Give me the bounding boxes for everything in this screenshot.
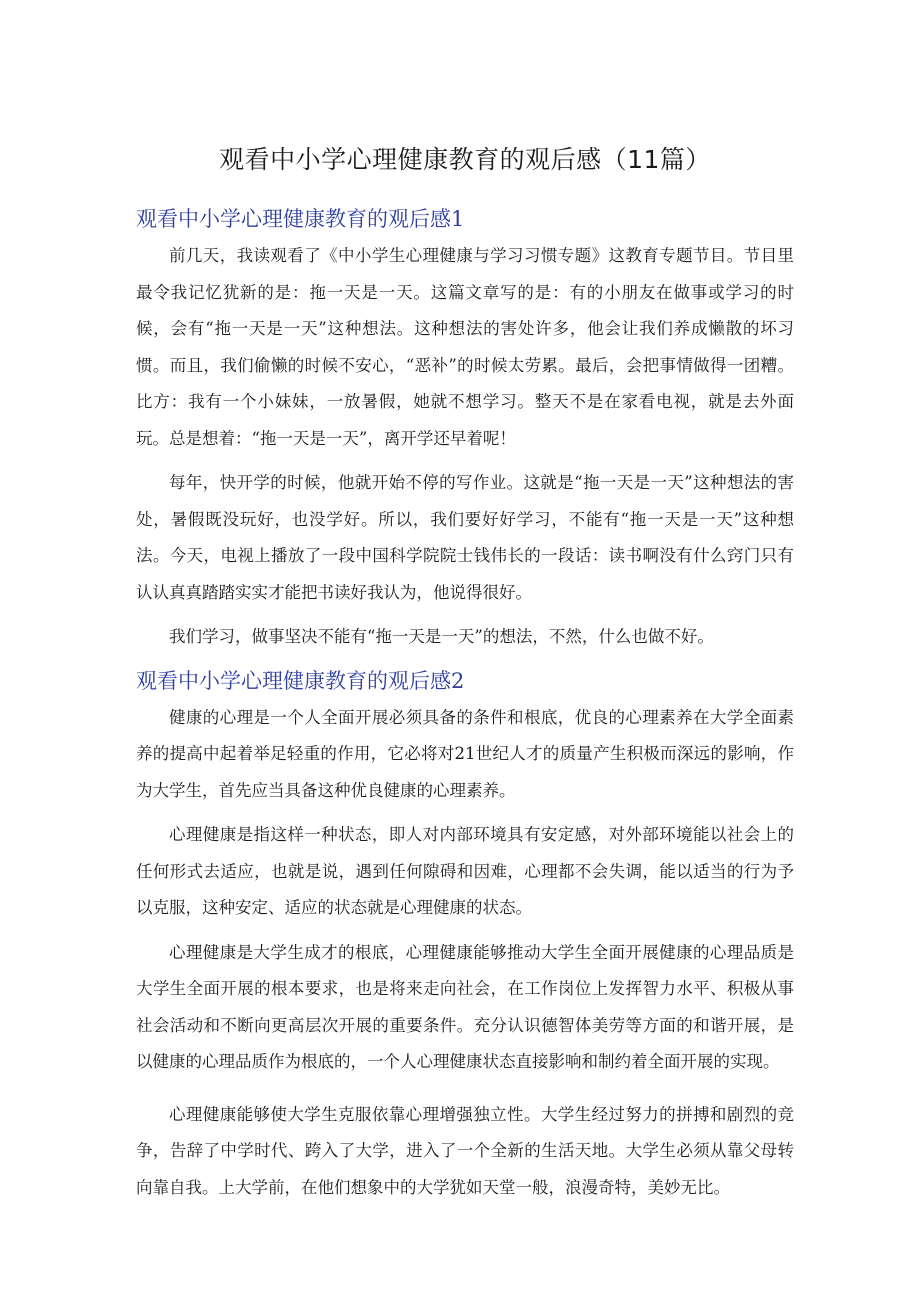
paragraph: 心理健康是大学生成才的根底，心理健康能够推动大学生全面开展健康的心理品质是大学生全面开展的根本要求，也是将来走向社会，在工作岗位上发挥智力水平、积极从事社会活动和不断向更高层次开展的重要条件。充分认识德智体美劳等方面的和谐开展，是以健康的心理品质作为根底的，一个人心理健康状态直接影响和制约着全面开展的实现。 [136, 942, 794, 1071]
paragraph: 心理健康是指这样一种状态，即人对内部环境具有安定感，对外部环境能以社会上的任何形式去适应，也就是说，遇到任何隙碍和因难，心理都不会失调，能以适当的行为予以克服，这种安定、适应的状态就是心理健康的状态。 [136, 825, 794, 917]
section-heading: 观看中小学心理健康教育的观后感1 [136, 207, 465, 231]
paragraph: 前几天，我读观看了《中小学生心理健康与学习习惯专题》这教育专题节目。节目里最令我记忆犹新的是：拖一天是一天。这篇文章写的是：有的小朋友在做事或学习的时候，会有“拖一天是一天”这种想法。这种想法的害处许多，他会让我们养成懒散的坏习惯。而且，我们偷懒的时候不安心，“恶补”的时候太劳累。最后，会把事情做得一团糟。比方：我有一个小妹妹，一放暑假，她就不想学习。整天不是在家看电视，就是去外面玩。总是想着：“拖一天是一天”，离开学还早着呢！ [136, 246, 794, 448]
document-body [136, 140, 794, 1214]
section-heading: 观看中小学心理健康教育的观后感2 [136, 668, 465, 693]
paragraph: 心理健康能够使大学生克服依靠心理增强独立性。大学生经过努力的拼搏和剧烈的竞争，告辞了中学时代、跨入了大学，进入了一个全新的生活天地。大学生必须从靠父母转向靠自我。上大学前，在他们想象中的大学犹如天堂一般，浪漫奇特，美妙无比。 [136, 1104, 794, 1197]
paragraph: 我们学习，做事坚决不能有“拖一天是一天”的想法，不然，什么也做不好。 [169, 627, 714, 646]
section-2 [136, 664, 794, 1207]
paragraph: 健康的心理是一个人全面开展必须具备的条件和根底，优良的心理素养在大学全面素养的提高中起着举足轻重的作用，它必将对21世纪人才的质量产生积极而深远的影响，作为大学生，首先应当具备这种优良健康的心理素养。 [136, 707, 794, 800]
document-title: 观看中小学心理健康教育的观后感（11篇） [219, 145, 711, 174]
section-1 [136, 202, 794, 656]
paragraph: 每年，快开学的时候，他就开始不停的写作业。这就是“拖一天是一天”这种想法的害处，暑假既没玩好，也没学好。所以，我们要好好学习，不能有“拖一天是一天”这种想法。今天，电视上播放了一段中国科学院院士钱伟长的一段话：读书啊没有什么窍门只有认认真真踏踏实实才能把书读好我认为，他说得很好。 [136, 473, 794, 602]
